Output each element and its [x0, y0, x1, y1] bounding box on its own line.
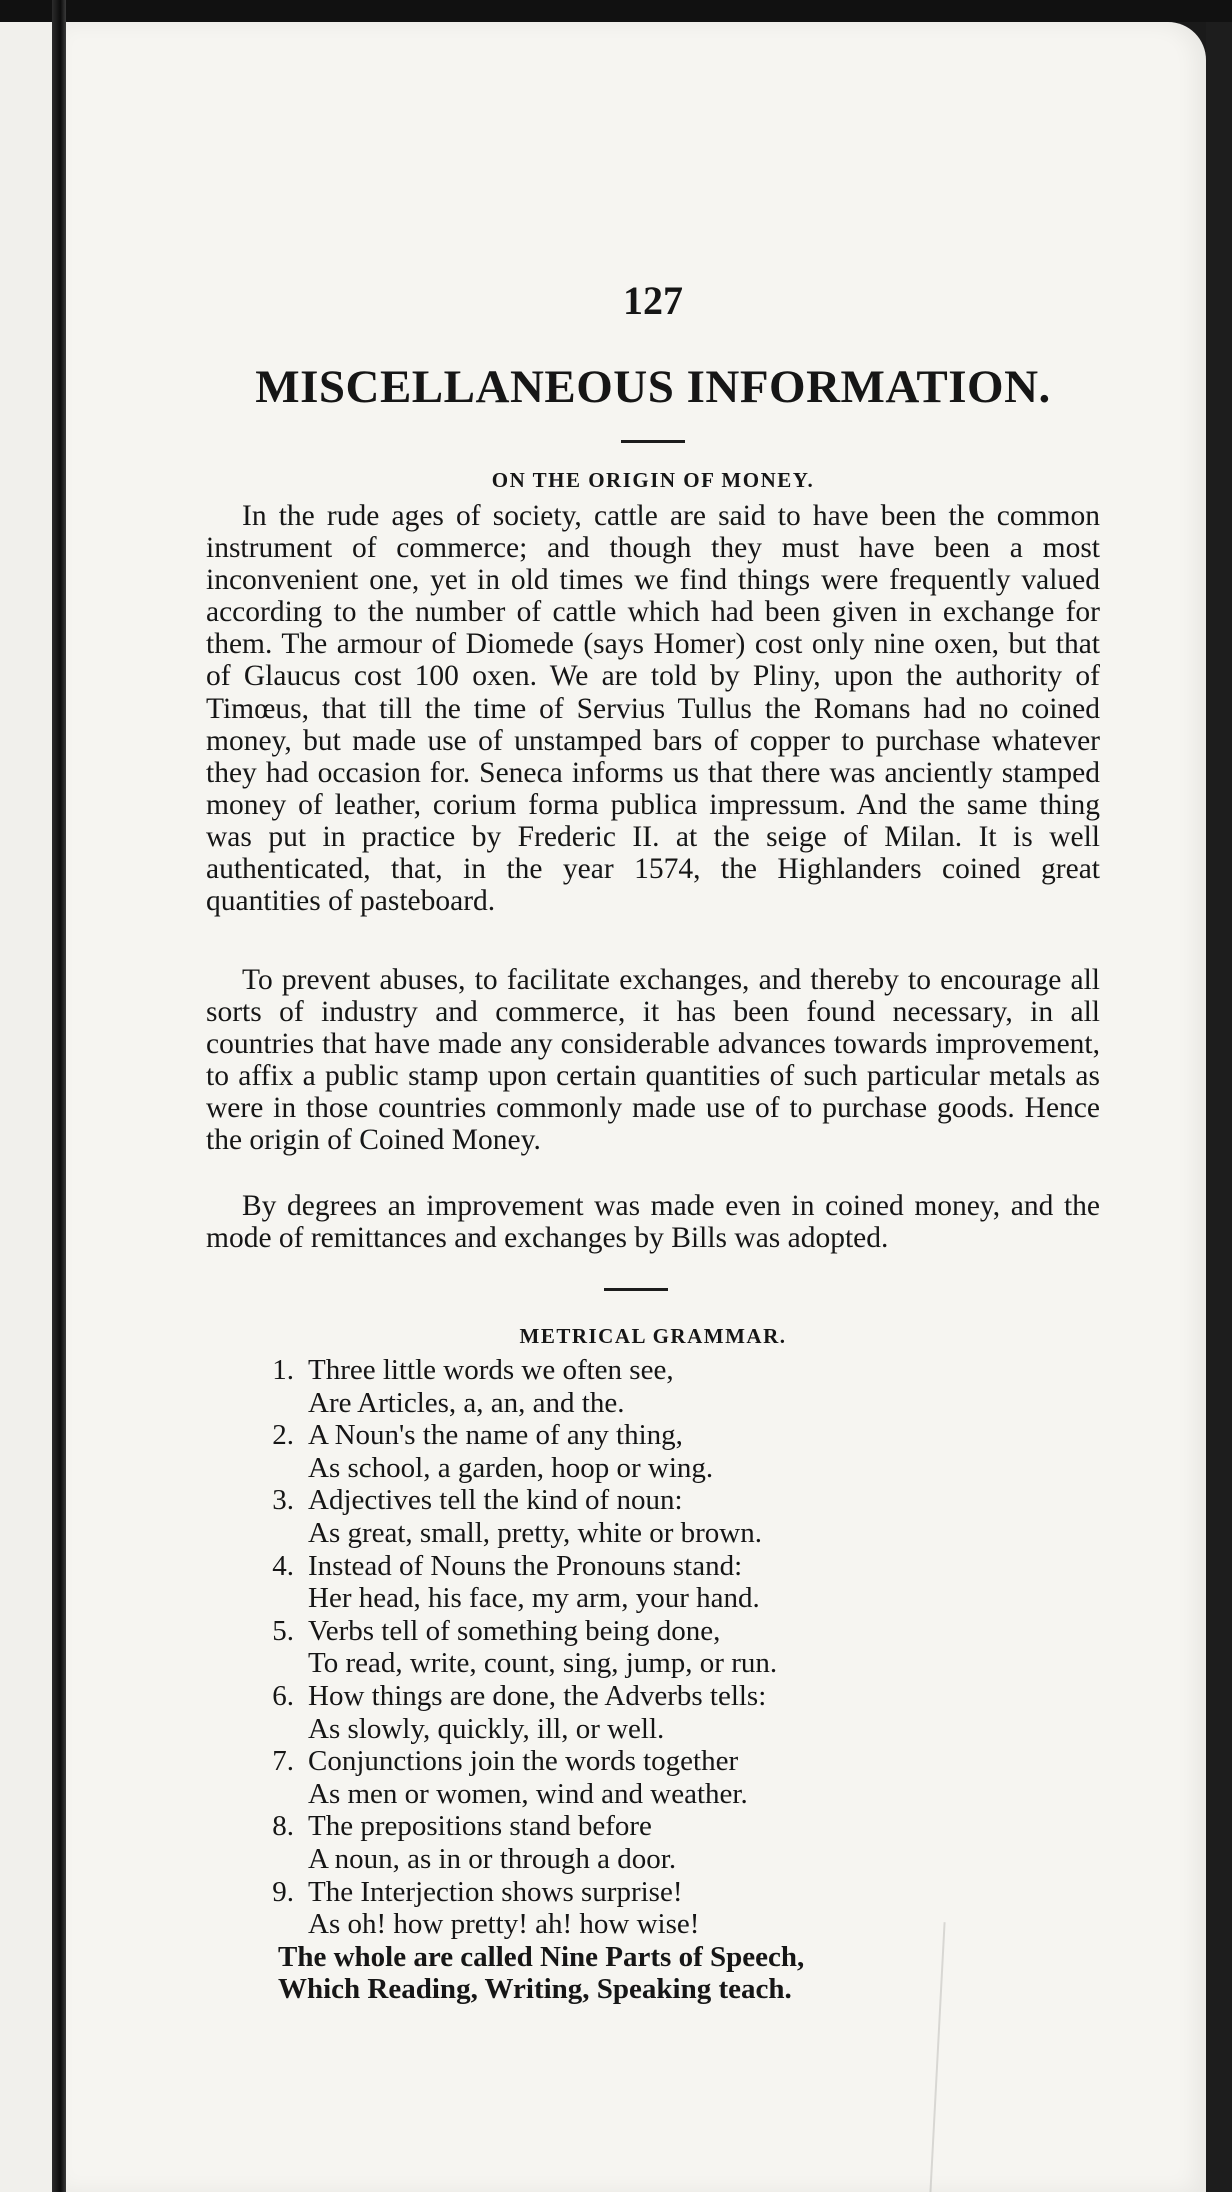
verse-line: Her head, his face, my arm, your hand. — [308, 1582, 760, 1615]
verse-line — [206, 1550, 1100, 1583]
money-paragraph-2: To prevent abuses, to facilitate exchanges, and thereby to encourage all sorts of industry and commerce, it has been found necessary, in all countries that have made any considerable advances towards improvement, to affix a public stamp upon certain quantities of such particular metals as were in those countries commonly made use of to purchase goods. Hence the origin of Coined Money. — [206, 964, 1100, 1157]
verse-line: To read, write, count, sing, jump, or run. — [308, 1647, 778, 1680]
verse-line — [206, 1615, 1100, 1648]
book-spine — [52, 0, 66, 2192]
verse-number: 3. — [272, 1484, 294, 1517]
verse-text: The prepositions stand before — [308, 1810, 652, 1843]
verse-number: 4. — [272, 1549, 294, 1582]
verse-line — [206, 1354, 1100, 1387]
verse-line — [206, 1745, 1100, 1778]
money-paragraph-3: By degrees an improvement was made even in coined money, and the mode of remittances and exchanges by Bills was adopted. — [206, 1190, 1100, 1255]
verse-number: 9. — [272, 1875, 294, 1908]
verse-text: How things are done, the Adverbs tells: — [308, 1679, 767, 1712]
page-sheet — [66, 22, 1206, 2192]
money-paragraph-1: In the rude ages of society, cattle are said to have been the common instrument of commerce; and though they must have been a most inconvenient one, yet in old times we find things were frequently valued according to the number of cattle which had been given in exchange for them. The armour of Diomede (says Homer) cost only nine oxen, but that of Glaucus cost 100 oxen. We are told by Pliny, upon the authority of Timœus, that till the time of Servius Tullus the Romans had no coined money, but made use of unstamped bars of copper to purchase whatever they had occasion for. Seneca informs us that there was anciently stamped money of leather, corium forma publica impressum. And the same thing was put in practice by Frederic II. at the seige of Milan. It is well authenticated, that, in the year 1574, the Highlanders coined great quantities of pasteboard. — [206, 500, 1100, 918]
verse-number: 8. — [272, 1810, 294, 1843]
page-title: MISCELLANEOUS INFORMATION. — [255, 361, 1051, 413]
verse-line: As school, a garden, hoop or wing. — [308, 1451, 714, 1484]
verse-line: Are Articles, a, an, and the. — [308, 1386, 625, 1419]
verse-line — [206, 1876, 1100, 1909]
verse-text: Adjectives tell the kind of noun: — [308, 1484, 683, 1517]
scan-top-border — [0, 0, 1232, 22]
title-rule — [621, 440, 685, 443]
verse-line — [206, 1419, 1100, 1452]
grammar-section-heading: METRICAL GRAMMAR. — [519, 1324, 787, 1348]
page-number: 127 — [623, 278, 683, 323]
verse-text: Verbs tell of something being done, — [308, 1614, 721, 1647]
verse-line: As slowly, quickly, ill, or well. — [308, 1712, 665, 1745]
verse-line — [206, 1680, 1100, 1713]
closing-line: Which Reading, Writing, Speaking teach. — [278, 1973, 792, 2006]
verse-number: 2. — [272, 1419, 294, 1452]
verse-text: A Noun's the name of any thing, — [308, 1419, 683, 1452]
verse-line: As oh! how pretty! ah! how wise! — [308, 1908, 700, 1941]
verse-line: As men or women, wind and weather. — [308, 1777, 748, 1810]
verse-text: Three little words we often see, — [308, 1354, 674, 1386]
verse-text: Instead of Nouns the Pronouns stand: — [308, 1549, 743, 1582]
verse-text: The Interjection shows surprise! — [308, 1875, 683, 1908]
verse-line — [206, 1484, 1100, 1517]
money-section-heading: ON THE ORIGIN OF MONEY. — [491, 468, 815, 492]
verse-number: 6. — [272, 1679, 294, 1712]
closing-line: The whole are called Nine Parts of Speech, — [278, 1940, 805, 1973]
verse-line: A noun, as in or through a door. — [308, 1842, 677, 1875]
verse-line: As great, small, pretty, white or brown. — [308, 1516, 762, 1549]
section-rule — [604, 1288, 668, 1291]
verse-line — [206, 1810, 1100, 1843]
verse-text: Conjunctions join the words together — [308, 1745, 739, 1778]
verse-number: 1. — [272, 1354, 294, 1386]
metrical-grammar-poem — [206, 1354, 1100, 2006]
facing-page-margin — [0, 22, 52, 2192]
scan-right-border — [1206, 22, 1232, 2192]
verse-number: 5. — [272, 1614, 294, 1647]
verse-number: 7. — [272, 1745, 294, 1778]
